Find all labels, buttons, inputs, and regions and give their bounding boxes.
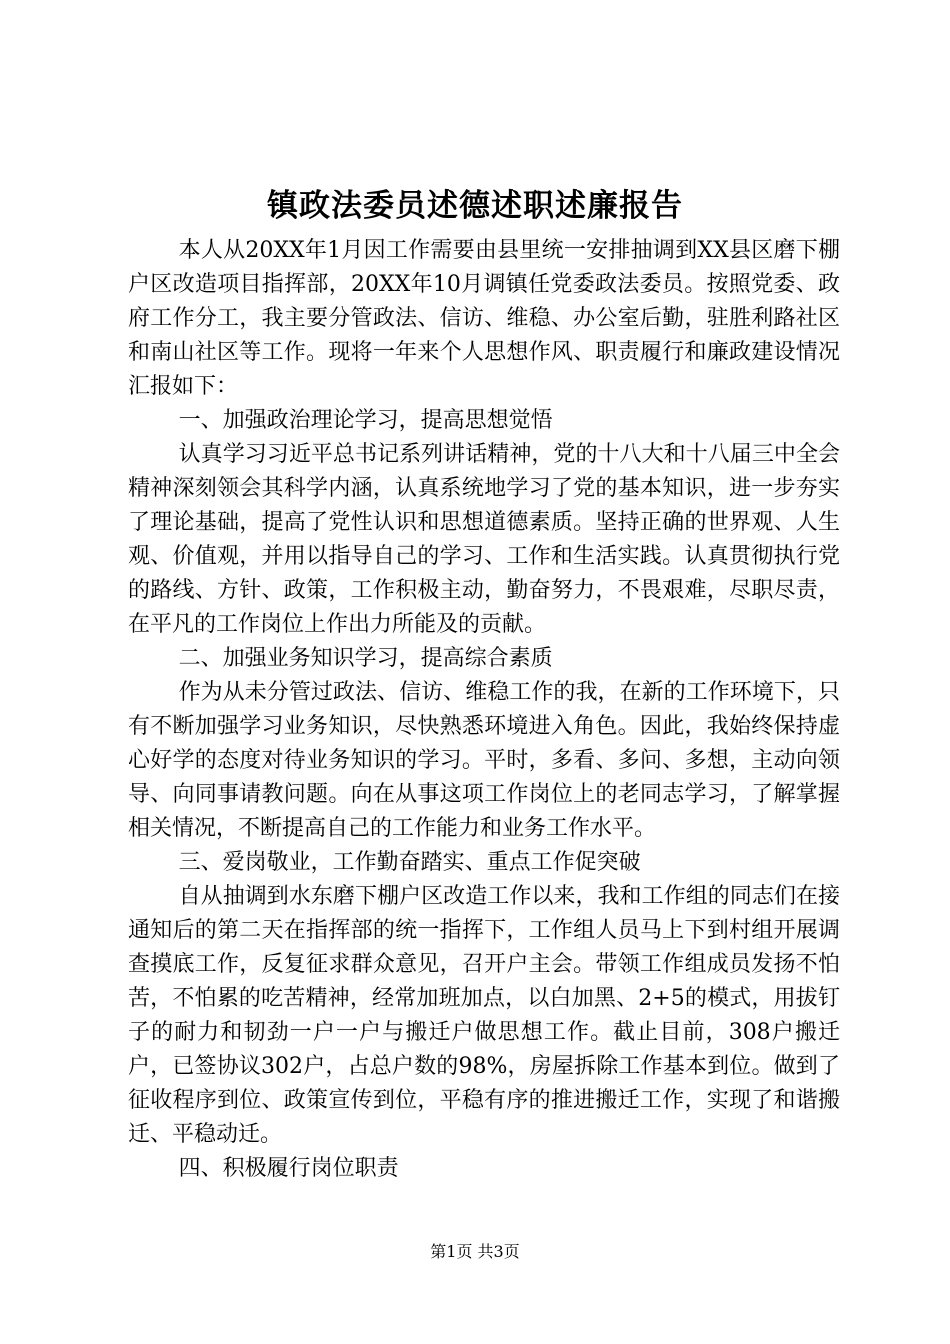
section-heading-1: 一、加强政治理论学习，提高思想觉悟 <box>178 408 553 433</box>
paragraph-section-2: 作为从未分管过政法、信访、维稳工作的我，在新的工作环境下，只有不断加强学习业务知识，尽快熟悉环境进入角色。因此，我始终保持虚心好学的态度对待业务知识的学习。平时，多看、多问、多想，主动向领导、向同事请教问题。向在从事这项工作岗位上的老同志学习，了解掌握相关情况，不断提高自己的工作能力和业务工作水平。 <box>128 680 840 841</box>
paragraph-section-3: 自从抽调到水东磨下棚户区改造工作以来，我和工作组的同志们在接通知后的第二天在指挥部的统一指挥下，工作组人员马上下到村组开展调查摸底工作，反复征求群众意见，召开户主会。带领工作组成员发扬不怕苦，不怕累的吃苦精神，经常加班加点，以白加黑、2+5的模式，用拔钉子的耐力和韧劲一户一户与搬迁户做思想工作。截止目前，308户搬迁户，已签协议302户，占总户数的98%，房屋拆除工作基本到位。做到了征收程序到位、政策宣传到位，平稳有序的推进搬迁工作，实现了和谐搬迁、平稳动迁。 <box>128 884 840 1147</box>
section-heading-4: 四、积极履行岗位职责 <box>178 1156 399 1181</box>
page-footer: 第1页 共3页 <box>430 1242 520 1261</box>
document-title: 镇政法委员述德述职述廉报告 <box>267 188 683 224</box>
paragraph-intro: 本人从20XX年1月因工作需要由县里统一安排抽调到XX县区磨下棚户区改造项目指挥部，20XX年10月调镇任党委政法委员。按照党委、政府工作分工，我主要分管政法、信访、维稳、办公室后勤，驻胜利路社区和南山社区等工作。现将一年来个人思想作风、职责履行和廉政建设情况汇报如下： <box>128 238 840 399</box>
paragraph-section-1: 认真学习习近平总书记系列讲话精神，党的十八大和十八届三中全会精神深刻领会其科学内涵，认真系统地学习了党的基本知识，进一步夯实了理论基础，提高了党性认识和思想道德素质。坚持正确的世界观、人生观、价值观，并用以指导自己的学习、工作和生活实践。认真贯彻执行党的路线、方针、政策，工作积极主动，勤奋努力，不畏艰难，尽职尽责，在平凡的工作岗位上作出力所能及的贡献。 <box>128 442 840 637</box>
section-heading-2: 二、加强业务知识学习，提高综合素质 <box>178 646 553 671</box>
document-body <box>128 234 840 1186</box>
section-heading-3: 三、爱岗敬业，工作勤奋踏实、重点工作促突破 <box>178 850 641 875</box>
